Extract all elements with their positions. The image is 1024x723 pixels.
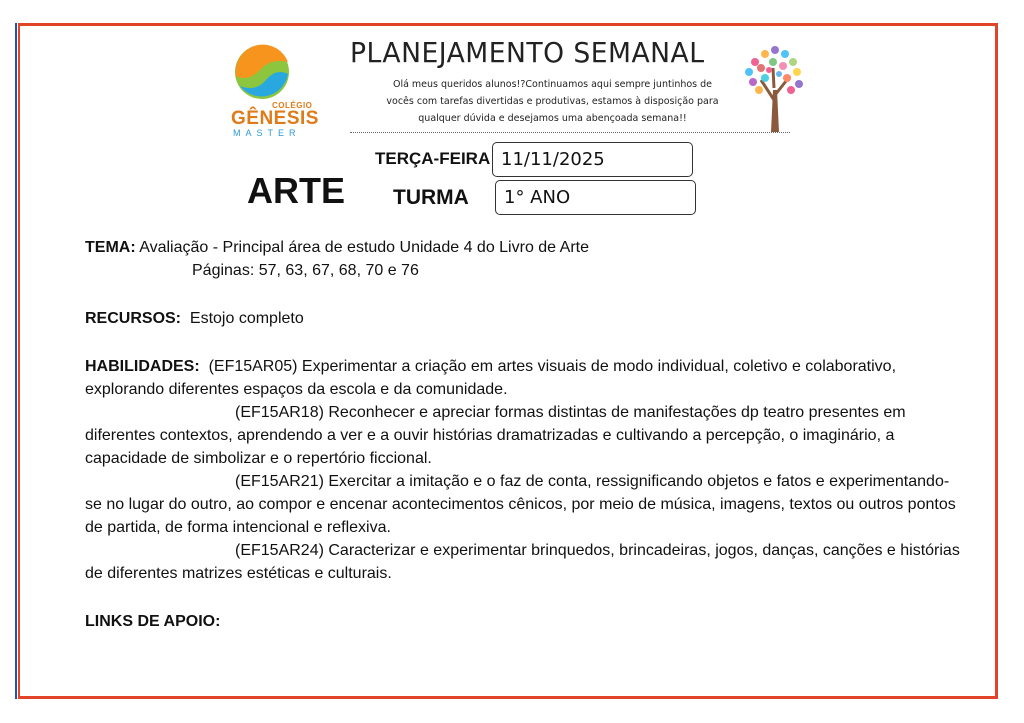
habilidade-1 bbox=[85, 355, 965, 401]
day-label: TERÇA-FEIRA bbox=[375, 149, 491, 168]
recursos-text: Estojo completo bbox=[189, 310, 304, 327]
recursos-label: RECURSOS: bbox=[85, 310, 182, 327]
tema-pages: Páginas: 57, 63, 67, 68, 70 e 76 bbox=[192, 262, 419, 279]
recursos-line bbox=[85, 307, 965, 330]
tema-label: TEMA: bbox=[85, 239, 136, 256]
logo-name-text: GÊNESIS bbox=[231, 108, 319, 129]
habilidade-4-first: (EF15AR24) Caracterizar e experimentar brinquedos, brincadeiras, jogos, danças, bbox=[235, 542, 819, 559]
tema-line bbox=[85, 236, 965, 259]
habilidade-4 bbox=[85, 539, 965, 585]
logo-colegio-text: COLÉGIO bbox=[272, 101, 313, 110]
turma-value: 1° ANO bbox=[504, 187, 571, 208]
links-line bbox=[85, 610, 965, 633]
turma-label: TURMA bbox=[393, 186, 469, 209]
date-field bbox=[492, 142, 693, 177]
welcome-message: Olá meus queridos alunos!?Continuamos aqui sempre juntinhos de vocês com tarefas divertidas e produtivas, estamos à disposição para qualquer dúvida e desejamos uma abençoada semana!! bbox=[386, 79, 719, 124]
habilidade-2-rest: presentes em diferentes contextos, aprendendo a ver e a ouvir histórias dramatrizadas e cultivando a percepção, o imaginário, a capacidade de simbolizar e o repertório ficcional. bbox=[85, 404, 906, 467]
habilidade-4-rest: canções e histórias de diferentes matrizes estéticas e culturais. bbox=[85, 542, 960, 582]
subject-title: ARTE bbox=[247, 170, 345, 211]
habilidade-2-first: (EF15AR18) Reconhecer e apreciar formas distintas de manifestações dp teatro bbox=[235, 404, 805, 421]
lesson-content bbox=[85, 236, 965, 633]
habilidade-3-first: (EF15AR21) Exercitar a imitação e o faz de conta, ressignificando objetos e fatos e bbox=[235, 473, 825, 490]
turma-field bbox=[495, 180, 696, 215]
habilidade-1-first: (EF15AR05) Experimentar a criação em artes visuais de modo individual, coletivo e bbox=[208, 358, 801, 375]
page-title: PLANEJAMENTO SEMANAL bbox=[350, 36, 705, 69]
left-stripe bbox=[15, 23, 20, 699]
links-label: LINKS DE APOIO: bbox=[85, 613, 221, 630]
habilidade-3-rest: experimentando-se no lugar do outro, ao compor e encenar acontecimentos cênicos, por meio de música, imagens, textos ou outros pontos de partida, de forma intencional e reflexiva. bbox=[85, 473, 956, 536]
habilidades-label: HABILIDADES: bbox=[85, 358, 200, 375]
habilidade-2 bbox=[85, 401, 965, 470]
header-divider bbox=[350, 132, 790, 133]
habilidade-3 bbox=[85, 470, 965, 539]
tema-text: Avaliação - Principal área de estudo Unidade 4 do Livro de Arte bbox=[139, 239, 589, 256]
habilidade-1-rest: colaborativo, explorando diferentes espaços da escola e da comunidade. bbox=[85, 358, 897, 398]
date-value: 11/11/2025 bbox=[501, 149, 605, 170]
tree-icon bbox=[735, 40, 810, 135]
logo-sub-text: MASTER bbox=[233, 128, 301, 138]
